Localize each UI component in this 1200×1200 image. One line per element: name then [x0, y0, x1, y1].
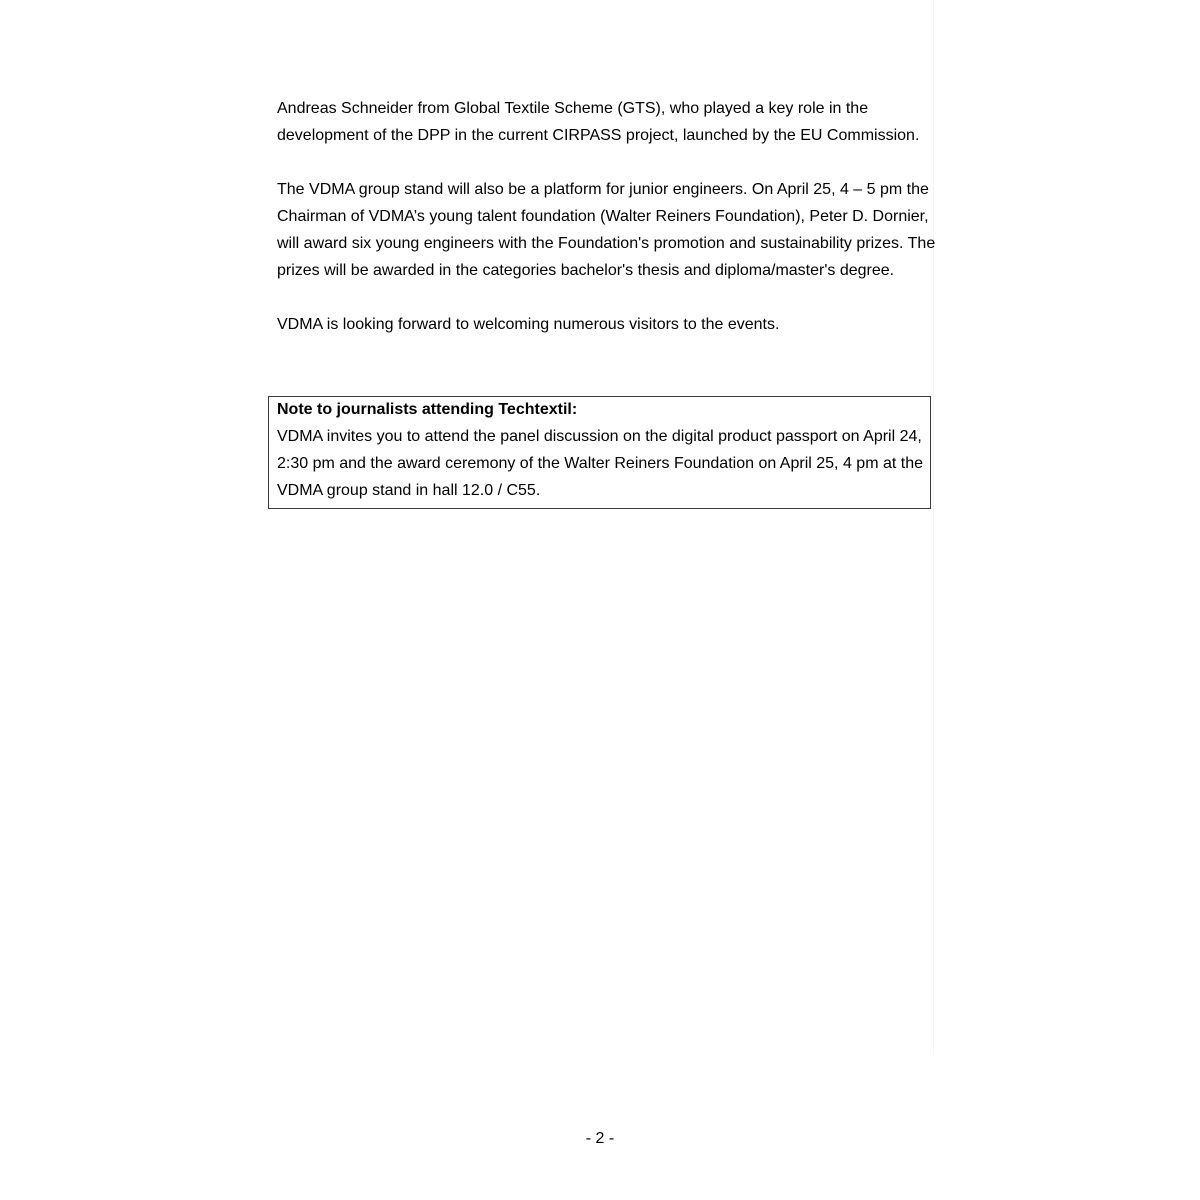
- journalist-note-box: [268, 396, 931, 509]
- paragraph-gts-speaker: Andreas Schneider from Global Textile Scheme (GTS), who played a key role in the development of the DPP in the current CIRPASS project, launched by the EU Commission.: [277, 100, 920, 144]
- paragraph-junior-engineers: The VDMA group stand will also be a platform for junior engineers. On April 25, 4 – 5 pm the Chairman of VDMA’s young talent foundation (Walter Reiners Foundation), Peter D. Dornier, will award six young engineers with the Foundation's promotion and sustainability prizes. The prizes will be awarded in the categories bachelor's thesis and diploma/master's degree.: [277, 181, 936, 279]
- journalist-note-body: VDMA invites you to attend the panel discussion on the digital product passport on April 24, 2:30 pm and the award ceremony of the Walter Reiners Foundation on April 25, 4 pm at the VDMA group stand in hall 12.0 / C55.: [277, 428, 923, 499]
- journalist-note-title: Note to journalists attending Techtextil:: [277, 401, 578, 418]
- page-number: - 2 -: [585, 1130, 615, 1147]
- page-edge-line: [933, 0, 934, 1055]
- paragraph-welcome-visitors: VDMA is looking forward to welcoming numerous visitors to the events.: [277, 316, 780, 333]
